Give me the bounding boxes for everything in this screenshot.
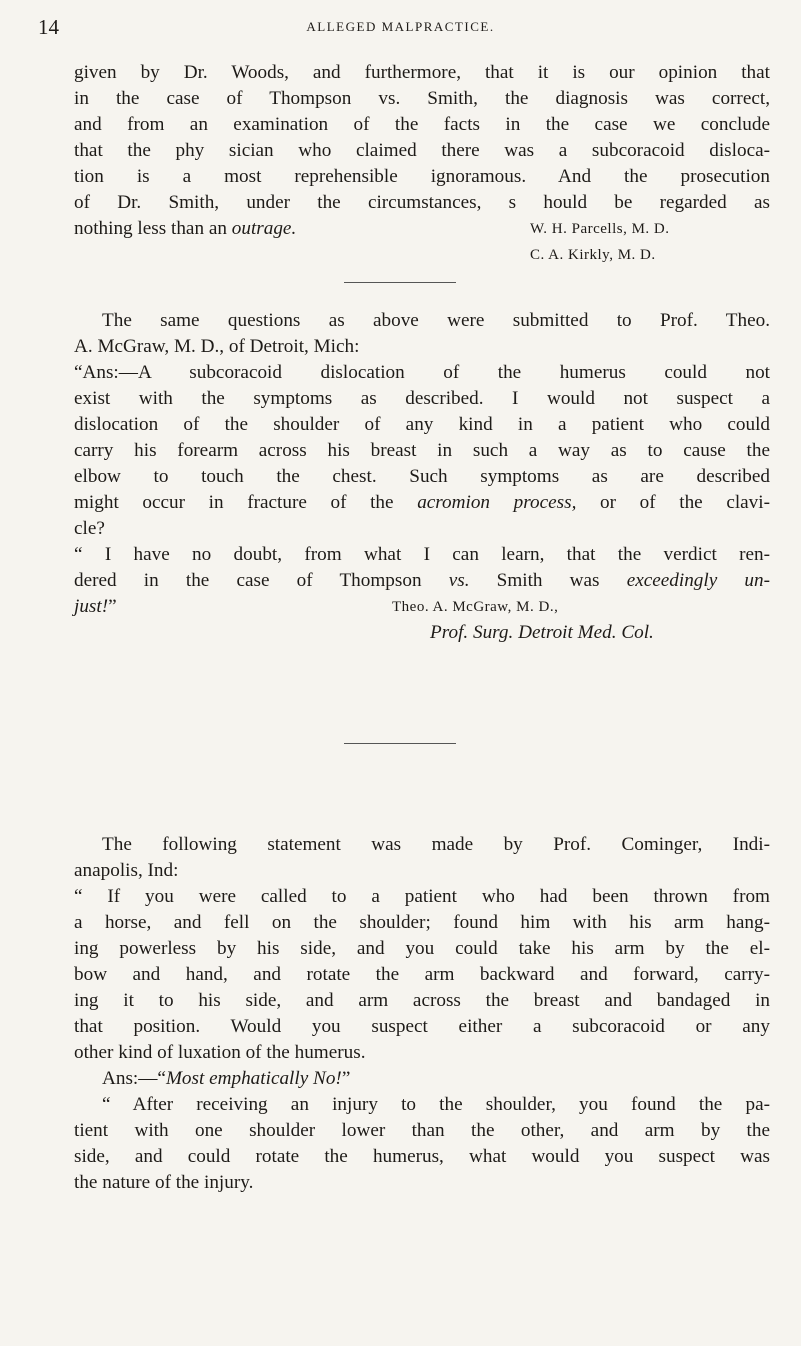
divider-rule [344, 743, 456, 744]
text-line: The following statement was made by Prof. Cominger, Indi- [102, 834, 770, 855]
text-line: that position. Would you suspect either a subcoracoid or any [74, 1016, 770, 1037]
divider-rule [344, 282, 456, 283]
text-line: The same questions as above were submitted to Prof. Theo. [102, 310, 770, 331]
text-line: A. McGraw, M. D., of Detroit, Mich: [74, 336, 360, 357]
text-line: “Ans:—A subcoracoid dislocation of the humerus could not [74, 362, 770, 383]
text-line [74, 568, 770, 594]
text-line: the nature of the injury. [74, 1172, 254, 1193]
text-line: bow and hand, and rotate the arm backward and forward, carry- [74, 964, 770, 985]
signature-title: Prof. Surg. Detroit Med. Col. [430, 622, 654, 643]
text-run: nothing less than an [74, 218, 232, 239]
text-line: tion is a most reprehensible ignoramous. And the prosecution [74, 166, 770, 187]
page-header [0, 15, 801, 45]
text-line: in the case of Thompson vs. Smith, the diagnosis was correct, [74, 88, 770, 109]
signature: W. H. Parcells, M. D. [530, 221, 670, 237]
text-line [74, 242, 770, 268]
text-line [74, 490, 770, 516]
signature: Theo. A. McGraw, M. D., [392, 599, 559, 615]
text-line: “ If you were called to a patient who had been thrown from [74, 886, 770, 907]
text-line: cle? [74, 518, 105, 539]
text-run: or of the clavi- [576, 492, 770, 513]
italic-text: just! [74, 596, 109, 617]
text-line [74, 216, 770, 242]
text-line: dislocation of the shoulder of any kind in a patient who could [74, 414, 770, 435]
text-line [74, 620, 770, 646]
italic-text: vs. [448, 570, 470, 591]
text-line: ing powerless by his side, and you could take his arm by the el- [74, 938, 770, 959]
text-line: elbow to touch the chest. Such symptoms as are described [74, 466, 770, 487]
text-line: given by Dr. Woods, and furthermore, that it is our opinion that [74, 62, 770, 83]
text-line: ing it to his side, and arm across the breast and bandaged in [74, 990, 770, 1011]
text-run: dered in the case of Thompson [74, 570, 449, 591]
text-run: Smith was [469, 570, 627, 591]
text-line: “ I have no doubt, from what I can learn, that the verdict ren- [74, 544, 770, 565]
italic-text: exceedingly un- [626, 570, 770, 591]
text-line: a horse, and fell on the shoulder; found him with his arm hang- [74, 912, 770, 933]
italic-text: acromion process, [417, 492, 577, 513]
text-line: side, and could rotate the humerus, what would you suspect was [74, 1146, 770, 1167]
text-line: tient with one shoulder lower than the other, and arm by the [74, 1120, 770, 1141]
text-run: might occur in fracture of the [74, 492, 418, 513]
italic-text: Most emphatically No! [165, 1068, 342, 1089]
text-line: of Dr. Smith, under the circumstances, s hould be regarded as [74, 192, 770, 213]
page-number: 14 [38, 15, 59, 39]
signature: C. A. Kirkly, M. D. [530, 247, 656, 263]
text-line [74, 1066, 798, 1092]
text-line: and from an examination of the facts in the case we conclude [74, 114, 770, 135]
text-line: other kind of luxation of the humerus. [74, 1042, 366, 1063]
running-head: ALLEGED MALPRACTICE. [306, 19, 495, 34]
text-line: “ After receiving an injury to the shoulder, you found the pa- [102, 1094, 770, 1115]
text-line: exist with the symptoms as described. I would not suspect a [74, 388, 770, 409]
text-run: ” [341, 1068, 351, 1089]
text-run: ” [108, 596, 117, 617]
text-run: Ans:—“ [102, 1068, 166, 1089]
italic-text: outrage. [231, 218, 297, 239]
text-line: carry his forearm across his breast in such a way as to cause the [74, 440, 770, 461]
text-line: anapolis, Ind: [74, 860, 179, 881]
text-line [74, 594, 770, 620]
text-line: that the phy sician who claimed there was a subcoracoid disloca- [74, 140, 770, 161]
